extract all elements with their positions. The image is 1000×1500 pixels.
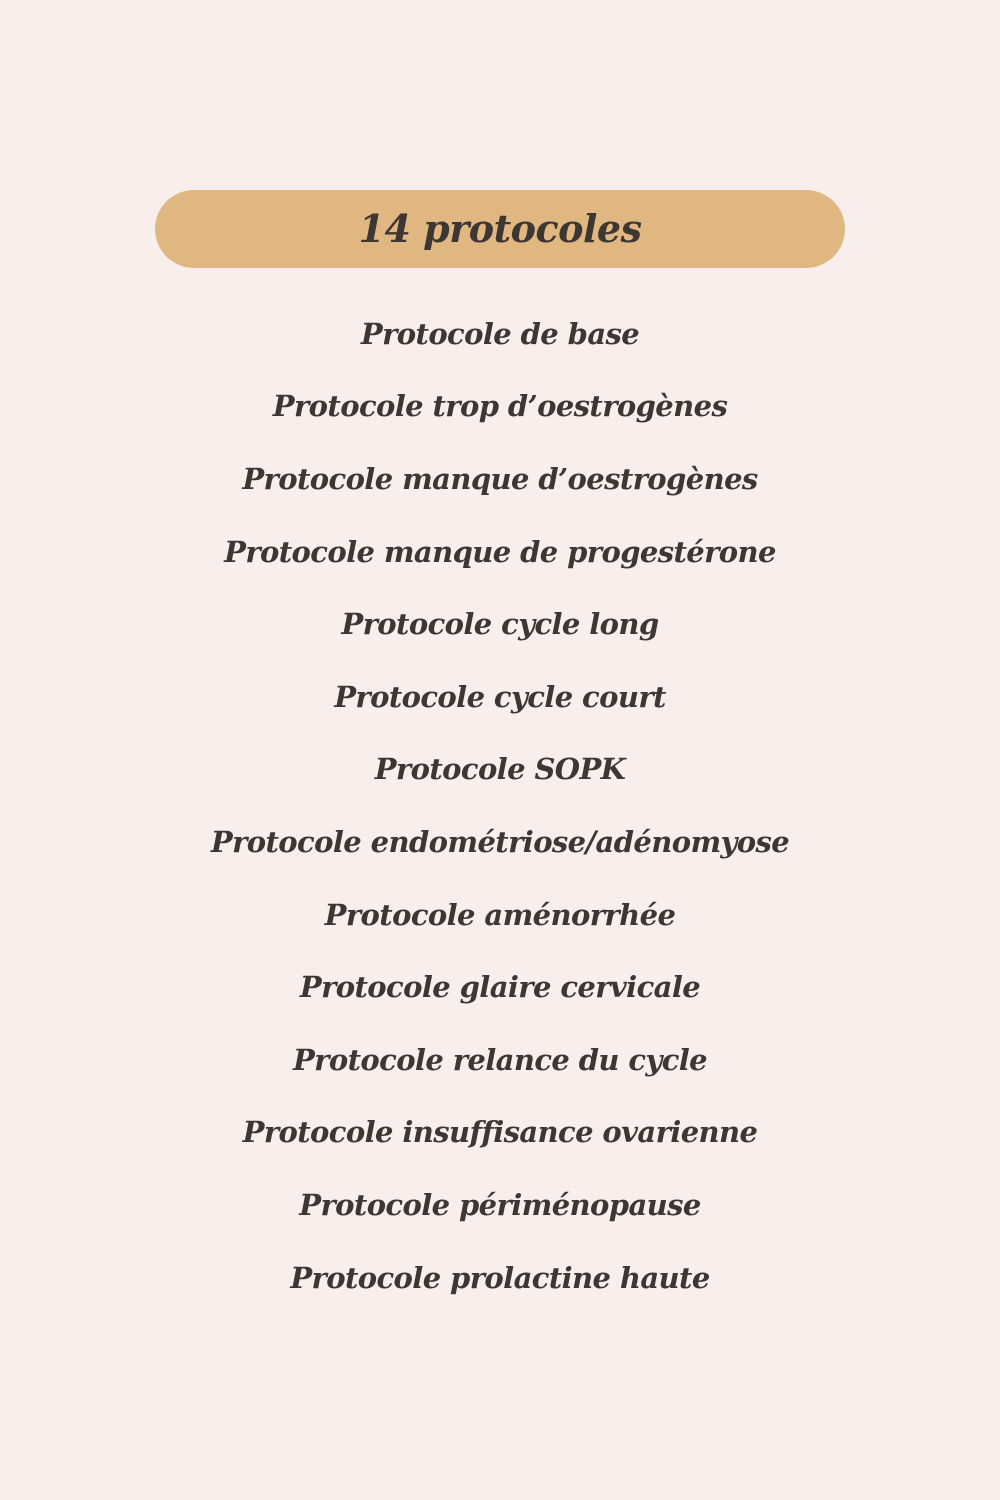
page-title: 14 protocoles [358, 206, 642, 251]
list-item: Protocole SOPK [374, 752, 626, 787]
protocol-list [0, 298, 1000, 1314]
list-item: Protocole relance du cycle [292, 1042, 708, 1077]
list-item: Protocole trop d’oestrogènes [272, 389, 728, 424]
title-banner [155, 190, 845, 268]
list-item: Protocole prolactine haute [290, 1260, 710, 1295]
list-item: Protocole manque d’oestrogènes [242, 461, 758, 496]
list-item: Protocole manque de progestérone [224, 534, 776, 569]
list-item: Protocole cycle long [341, 607, 659, 642]
list-item: Protocole périménopause [299, 1187, 701, 1222]
list-item: Protocole insuffisance ovarienne [242, 1115, 758, 1150]
list-item: Protocole endométriose/adénomyose [210, 824, 790, 859]
list-item: Protocole cycle court [334, 679, 666, 714]
list-item: Protocole aménorrhée [324, 897, 676, 932]
list-item: Protocole glaire cervicale [299, 970, 701, 1005]
list-item: Protocole de base [360, 316, 640, 351]
